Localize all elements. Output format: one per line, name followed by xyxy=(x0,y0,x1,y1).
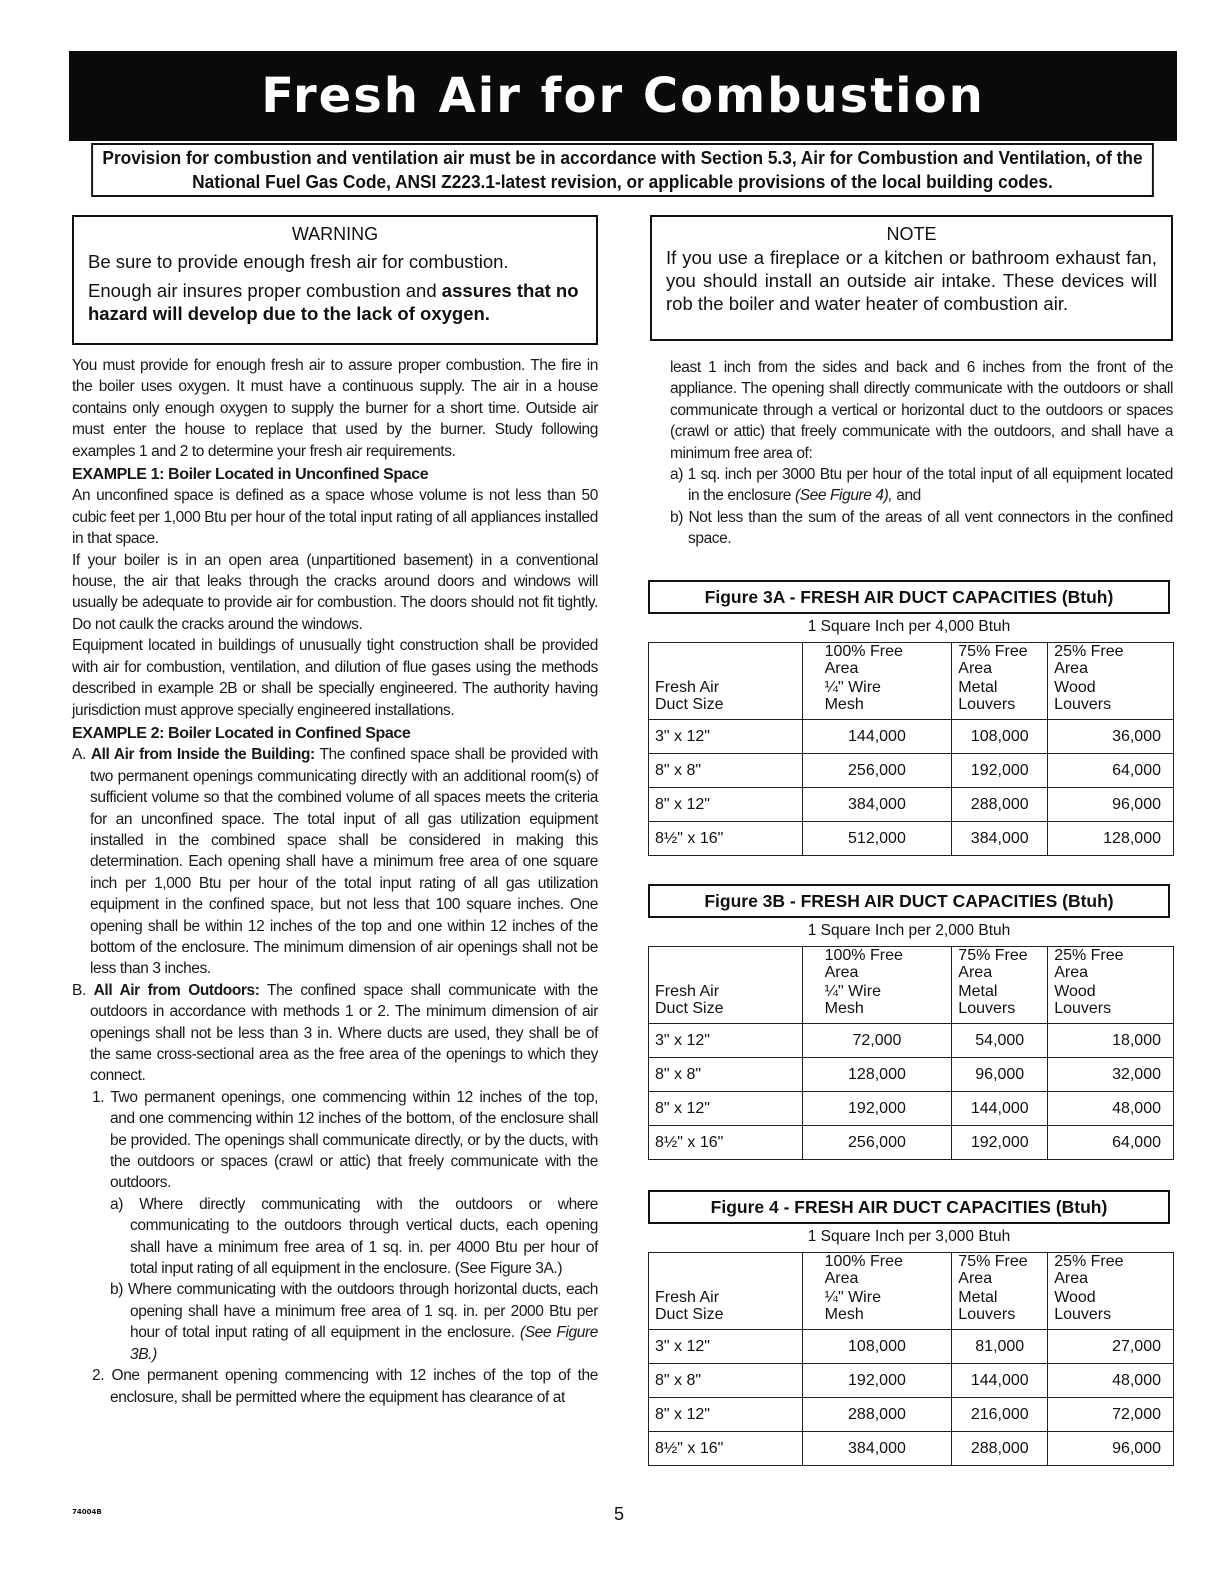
section-a-heading: All Air from Inside the Building: xyxy=(90,746,315,764)
figure-subtitle: 1 Square Inch per 3,000 Btuh xyxy=(807,1228,1011,1245)
right-column xyxy=(670,357,1173,550)
duct-size-cell: 3" x 12" xyxy=(649,720,803,754)
wood-louvers-value: 128,000 xyxy=(1048,822,1174,856)
metal-louvers-value: 216,000 xyxy=(952,1398,1048,1432)
item-1b-text: b) Where communicating with the outdoors through horizontal ducts, each opening shall have a minimum free area of 1 sq. in. per 2000 Btu per hour of total input rating of all equipment in the enclosure. xyxy=(110,1281,598,1342)
figure-subtitle: 1 Square Inch per 2,000 Btuh xyxy=(807,922,1011,939)
duct-size-cell: 3" x 12" xyxy=(649,1330,803,1364)
example-1-paragraph-1: An unconfined space is defined as a space whose volume is not less than 50 cubic feet per 1,000 Btu per hour of the total input rating of all appliances installed in that space. xyxy=(72,487,598,548)
metal-louvers-value: 144,000 xyxy=(952,1364,1048,1398)
note-text: If you use a fireplace or a kitchen or bathroom exhaust fan, you should install an outside air intake. These devices will rob the boiler and water heater of combustion air. xyxy=(666,247,1157,314)
warning-line-1: Be sure to provide enough fresh air for combustion. xyxy=(88,251,509,272)
header-duct-size: Fresh Air Duct Size xyxy=(649,1289,803,1330)
section-a xyxy=(72,744,598,979)
right-continuation: least 1 inch from the sides and back and 6 inches from the front of the appliance. The opening shall directly communicate with the outdoors or shall communicate through a vertical or horizontal duct to the outdoors or spaces (crawl or attic) that freely communicate with the outdoors, and shall have a minimum free area of: xyxy=(670,359,1173,462)
warning-line-2-plain: Enough air insures proper combustion and xyxy=(88,280,442,301)
wire-mesh-value: 384,000 xyxy=(802,1432,952,1466)
header-wood-louvers: Wood Louvers xyxy=(1048,1289,1174,1330)
example-1-paragraph-2: If your boiler is in an open area (unpartitioned basement) in a conventional house, the air that leaks through the cracks around doors and windows will usually be adequate to provide air for combustion. The doors should not fit tightly. Do not caulk the cracks around the windows. xyxy=(72,551,598,633)
table-row xyxy=(649,1058,1174,1092)
wire-mesh-value: 288,000 xyxy=(802,1398,952,1432)
table-row xyxy=(649,1364,1174,1398)
wire-mesh-value: 192,000 xyxy=(802,1092,952,1126)
page-title: Fresh Air for Combustion xyxy=(69,51,1177,141)
metal-louvers-value: 192,000 xyxy=(952,754,1048,788)
header-wood-louvers: Wood Louvers xyxy=(1048,983,1174,1024)
duct-size-cell: 8" x 8" xyxy=(649,1364,803,1398)
header-75-free: 75% Free Area xyxy=(952,947,1048,984)
wood-louvers-value: 27,000 xyxy=(1048,1330,1174,1364)
duct-size-cell: 8" x 12" xyxy=(649,1092,803,1126)
duct-size-cell: 8" x 12" xyxy=(649,1398,803,1432)
wire-mesh-value: 108,000 xyxy=(802,1330,952,1364)
figure-caption: Figure 3A - FRESH AIR DUCT CAPACITIES (Btuh) xyxy=(648,580,1170,614)
section-a-text: The confined space shall be provided with two permanent openings communicating directly with an additional room(s) of sufficient volume so that the combined volume of all spaces meets the criteria for an unconfined space. The total input of all gas utilization equipment installed in the combined space shall be considered in making this determination. Each opening shall have a minimum free area of one square inch per 1,000 Btu per hour of the total input rating of all gas utilization equipment in the confined space, but not less that 100 square inches. One opening shall be within 12 inches of the top and one within 12 inches of the bottom of the enclosure. The minimum dimension of air openings shall not be less than 3 inches. xyxy=(90,746,598,978)
duct-size-cell: 8½" x 16" xyxy=(649,1126,803,1160)
section-b-heading: All Air from Outdoors: xyxy=(93,981,260,999)
wood-louvers-value: 48,000 xyxy=(1048,1364,1174,1398)
warning-box xyxy=(72,215,598,345)
right-item-a xyxy=(670,464,1173,507)
item-1b xyxy=(72,1279,598,1365)
duct-size-cell: 3" x 12" xyxy=(649,1024,803,1058)
left-column xyxy=(72,355,598,1408)
metal-louvers-value: 108,000 xyxy=(952,720,1048,754)
duct-size-cell: 8½" x 16" xyxy=(649,1432,803,1466)
wood-louvers-value: 36,000 xyxy=(1048,720,1174,754)
table-row xyxy=(649,720,1174,754)
warning-line-2-bold: assures that no hazard will develop due to the lack of oxygen. xyxy=(88,280,579,324)
note-title: NOTE xyxy=(886,224,937,244)
metal-louvers-value: 384,000 xyxy=(952,822,1048,856)
wire-mesh-value: 144,000 xyxy=(802,720,952,754)
figure-subtitle: 1 Square Inch per 4,000 Btuh xyxy=(807,618,1011,635)
header-wire-mesh: ¼" Wire Mesh xyxy=(802,983,952,1024)
header-duct-size: Fresh Air Duct Size xyxy=(649,679,803,720)
item-2: 2. One permanent opening commencing with 12 inches of the top of the enclosure, shall be permitted where the equipment has clearance of at xyxy=(92,1367,598,1406)
wire-mesh-value: 192,000 xyxy=(802,1364,952,1398)
section-a-label: A. xyxy=(72,746,91,764)
duct-size-cell: 8" x 8" xyxy=(649,1058,803,1092)
wood-louvers-value: 18,000 xyxy=(1048,1024,1174,1058)
wood-louvers-value: 32,000 xyxy=(1048,1058,1174,1092)
metal-louvers-value: 54,000 xyxy=(952,1024,1048,1058)
capacity-table xyxy=(648,946,1174,1160)
metal-louvers-value: 288,000 xyxy=(952,1432,1048,1466)
metal-louvers-value: 96,000 xyxy=(952,1058,1048,1092)
document-code: 74004B xyxy=(72,1508,102,1516)
metal-louvers-value: 288,000 xyxy=(952,788,1048,822)
page-number: 5 xyxy=(614,1504,625,1524)
table-row xyxy=(649,788,1174,822)
table-row xyxy=(649,1330,1174,1364)
header-wire-mesh: ¼" Wire Mesh xyxy=(802,679,952,720)
metal-louvers-value: 144,000 xyxy=(952,1092,1048,1126)
table-row xyxy=(649,1092,1174,1126)
wood-louvers-value: 96,000 xyxy=(1048,1432,1174,1466)
right-item-b: b) Not less than the sum of the areas of all vent connectors in the confined space. xyxy=(670,508,1173,548)
table-row xyxy=(649,822,1174,856)
wood-louvers-value: 96,000 xyxy=(1048,788,1174,822)
note-box xyxy=(650,215,1173,341)
duct-size-cell: 8" x 12" xyxy=(649,788,803,822)
header-75-free: 75% Free Area xyxy=(952,643,1048,680)
wood-louvers-value: 48,000 xyxy=(1048,1092,1174,1126)
duct-size-cell: 8½" x 16" xyxy=(649,822,803,856)
item-1: 1. Two permanent openings, one commencing within 12 inches of the top, and one commencing within 12 inches of the bottom, of the enclosure shall be provided. The openings shall communicate directly, or by the ducts, with the outdoors or spaces (crawl or attic) that freely communicate with the outdoors. xyxy=(92,1088,598,1192)
intro-paragraph: You must provide for enough fresh air to assure proper combustion. The fire in the boiler uses oxygen. It must have a continuous supply. The air in a house contains only enough oxygen to supply the burner for a short time. Outside air must enter the house to replace that used by the burner. Study following examples 1 and 2 to determine your fresh air requirements. xyxy=(72,357,598,460)
wood-louvers-value: 64,000 xyxy=(1048,1126,1174,1160)
header-25-free: 25% Free Area xyxy=(1048,643,1174,680)
header-duct-size: Fresh Air Duct Size xyxy=(649,983,803,1024)
section-b-label: B. xyxy=(72,981,94,999)
header-blank xyxy=(649,947,803,984)
wood-louvers-value: 64,000 xyxy=(1048,754,1174,788)
wire-mesh-value: 384,000 xyxy=(802,788,952,822)
capacity-table xyxy=(648,1252,1174,1466)
table-row xyxy=(649,1398,1174,1432)
table-row xyxy=(649,1432,1174,1466)
item-1b-ref: (See Figure 3B.) xyxy=(130,1324,598,1363)
duct-size-cell: 8" x 8" xyxy=(649,754,803,788)
table-row xyxy=(649,1126,1174,1160)
metal-louvers-value: 81,000 xyxy=(952,1330,1048,1364)
figure-caption: Figure 4 - FRESH AIR DUCT CAPACITIES (Btuh) xyxy=(648,1190,1170,1224)
wire-mesh-value: 72,000 xyxy=(802,1024,952,1058)
header-100-free: 100% Free Area xyxy=(802,1253,952,1290)
header-25-free: 25% Free Area xyxy=(1048,947,1174,984)
header-metal-louvers: Metal Louvers xyxy=(952,679,1048,720)
wire-mesh-value: 256,000 xyxy=(802,1126,952,1160)
capacity-table xyxy=(648,642,1174,856)
warning-title: WARNING xyxy=(291,224,379,244)
header-metal-louvers: Metal Louvers xyxy=(952,1289,1048,1330)
header-wire-mesh: ¼" Wire Mesh xyxy=(802,1289,952,1330)
table-row xyxy=(649,1024,1174,1058)
header-blank xyxy=(649,643,803,680)
example-2-heading: EXAMPLE 2: Boiler Located in Confined Space xyxy=(72,724,411,742)
right-item-a-end: and xyxy=(892,487,921,505)
wire-mesh-value: 256,000 xyxy=(802,754,952,788)
header-100-free: 100% Free Area xyxy=(802,947,952,984)
example-1-paragraph-3: Equipment located in buildings of unusually tight construction shall be provided with air for combustion, ventilation, and dilution of flue gases using the methods described in example 2B or shall be specially engineered. The authority having jurisdiction must approve specially engineered installations. xyxy=(72,637,598,719)
section-b-text: The confined space shall communicate with the outdoors in accordance with methods 1 or 2. The minimum dimension of air openings shall not be less than 3 in. Where ducts are used, they shall be of the same cross-sectional area as the free area of the openings to which they connect. xyxy=(90,981,598,1085)
section-b xyxy=(72,980,598,1087)
header-metal-louvers: Metal Louvers xyxy=(952,983,1048,1024)
right-item-a-ref: (See Figure 4), xyxy=(794,487,893,505)
wood-louvers-value: 72,000 xyxy=(1048,1398,1174,1432)
header-blank xyxy=(649,1253,803,1290)
header-75-free: 75% Free Area xyxy=(952,1253,1048,1290)
header-100-free: 100% Free Area xyxy=(802,643,952,680)
provision-notice: Provision for combustion and ventilation air must be in accordance with Section 5.3, Air for Combustion and Ventilation, of the National Fuel Gas Code, ANSI Z223.1-latest revision, or applicable provisions of the local building codes. xyxy=(91,143,1154,197)
wire-mesh-value: 128,000 xyxy=(802,1058,952,1092)
example-1-heading: EXAMPLE 1: Boiler Located in Unconfined Space xyxy=(72,466,429,484)
item-1a: a) Where directly communicating with the outdoors or where communicating to the outdoors through vertical ducts, each opening shall have a minimum free area of 1 sq. in. per 4000 Btu per hour of total input rating of all equipment in the enclosure. (See Figure 3A.) xyxy=(110,1195,598,1278)
header-wood-louvers: Wood Louvers xyxy=(1048,679,1174,720)
metal-louvers-value: 192,000 xyxy=(952,1126,1048,1160)
warning-line-2 xyxy=(88,279,582,325)
figure-caption: Figure 3B - FRESH AIR DUCT CAPACITIES (Btuh) xyxy=(648,884,1170,918)
wire-mesh-value: 512,000 xyxy=(802,822,952,856)
table-row xyxy=(649,754,1174,788)
header-25-free: 25% Free Area xyxy=(1048,1253,1174,1290)
right-item-a-text: a) 1 sq. inch per 3000 Btu per hour of the total input of all equipment located in the enclosure xyxy=(670,466,1173,505)
